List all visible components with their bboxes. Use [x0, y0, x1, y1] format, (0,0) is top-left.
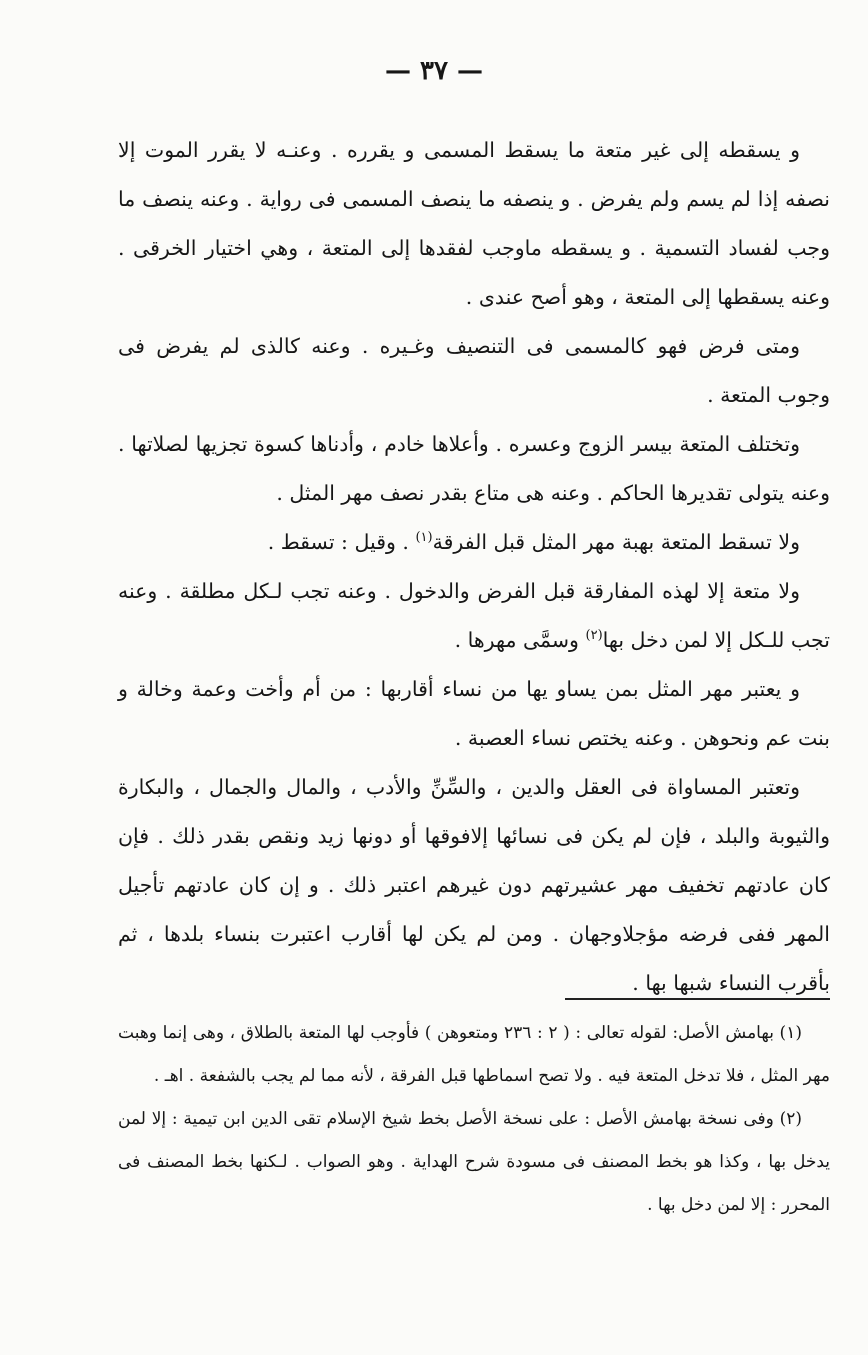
- main-text: [118, 126, 830, 1008]
- paragraph-4-text: ولا تسقط المتعة بهبة مهر المثل قبل الفرقة: [432, 530, 800, 554]
- footnote-ref-1[interactable]: (١): [415, 530, 433, 546]
- paragraph-4: ولا تسقط المتعة بهبة مهر المثل قبل الفرقة$^{(١)}$ . وقيل : تسقط .: [267, 530, 800, 554]
- paragraph-7: وتعتبر المساواة فى العقل والدين ، والسِّنِّ والأدب ، والمال والجمال ، والبكارة والثيوبة والبلد ، فإن لم يكن فى نسائها إلافوقها أو دونها زيد ونقص بقدر ذلك . فإن كان عادتهم تخفيف مهر عشيرتهم دون غيرهم اعتبر ذلك . و إن كان عادتهم تأجيل المهر ففى فرضه مؤجلاوجهان . ومن لم يكن لها أقارب اعتبرت بنساء بلدها ، ثم بأقرب النساء شبها بها .: [118, 775, 830, 995]
- paragraph-6: و يعتبر مهر المثل بمن يساو يها من نساء أقاربها : من أم وأخت وعمة وخالة و بنت عم ونحوهن . وعنه يختص نساء العصبة .: [118, 677, 830, 750]
- footnote-2: (٢) وفى نسخة بهامش الأصل : على نسخة الأصل بخط شيخ الإسلام تقى الدين ابن تيمية : إلا لمن يدخل بها ، وكذا هو بخط المصنف فى مسودة شرح الهداية . وهو الصواب . لـكنها بخط المصنف فى المحرر : إلا لمن دخل بها .: [118, 1109, 830, 1215]
- paragraph-3: وتختلف المتعة بيسر الزوج وعسره . وأعلاها خادم ، وأدناها كسوة تجزيها لصلاتها . وعنه يتولى تقديرها الحاكم . وعنه هى متاع بقدر نصف مهر المثل .: [118, 432, 830, 505]
- paragraph-5-text: ولا متعة إلا لهذه المفارقة قبل الفرض والدخول . وعنه تجب لـكل مطلقة . وعنه تجب للـكل إلا لمن دخل بها: [118, 579, 830, 652]
- paragraph-5-tail: وسمَّى مهرها .: [454, 628, 579, 652]
- footnote-separator: [565, 998, 830, 1000]
- paragraph-2: ومتى فرض فهو كالمسمى فى التنصيف وغـيره . وعنه كالذى لم يفرض فى وجوب المتعة .: [118, 334, 830, 407]
- paragraph-5: [118, 567, 830, 665]
- footnote-ref-2[interactable]: (٢): [585, 628, 603, 644]
- paragraph-1: و يسقطه إلى غير متعة ما يسقط المسمى و يقرره . وعنـه لا يقرر الموت إلا نصفه إذا لم يسم ولم يفرض . و ينصفه ما ينصف المسمى فى رواية . وعنه ينصف ما وجب لفساد التسمية . و يسقطه ماوجب لفقدها إلى المتعة ، وهي اختيار الخرقى . وعنه يسقطها إلى المتعة ، وهو أصح عندى .: [118, 138, 830, 309]
- page-number: — ٣٧ —: [384, 56, 484, 86]
- footnotes: [118, 1012, 830, 1227]
- paragraph-4-tail: وقيل : تسقط .: [267, 530, 396, 554]
- footnote-1: (١) بهامش الأصل: لقوله تعالى : ( ٢ : ٢٣٦ ومتعوهن ) فأوجب لها المتعة بالطلاق ، وهى إنما وهبت مهر المثل ، فلا تدخل المتعة فيه . ولا تصح اسماطها قبل الفرقة ، لأنه مما لم يجب بالشفعة . اهـ .: [118, 1023, 830, 1086]
